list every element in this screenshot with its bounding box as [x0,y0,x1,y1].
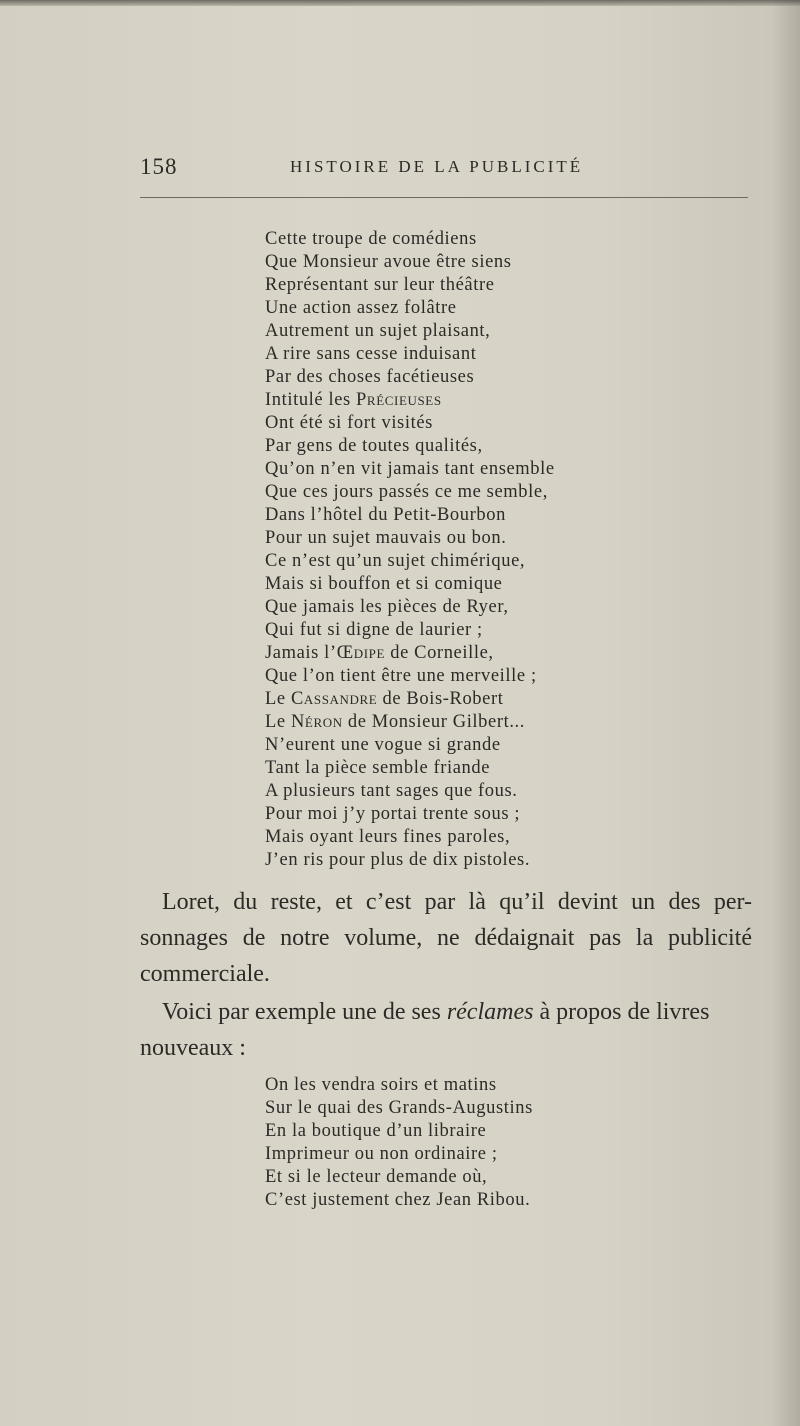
verse-line: N’eurent une vogue si grande [265,735,501,755]
verse-line: Que ces jours passés ce me semble, [265,482,548,502]
verse-line: Que Monsieur avoue être siens [265,252,512,272]
verse-text: de Monsieur Gilbert... [342,712,526,732]
verse-line: Et si le lecteur demande où, [265,1167,488,1187]
verse-line-precieuses [265,389,555,412]
verse-line: A plusieurs tant sages que fous. [265,781,518,801]
paragraph-line: nouveaux : [140,1035,246,1061]
verse-line: J’en ris pour plus de dix pistoles. [265,850,531,870]
verse-line: Qu’on n’en vit jamais tant ensemble [265,459,555,479]
verse-line: Autrement un sujet plaisant, [265,321,491,341]
paragraph-text: Voici par exemple une de ses [162,999,447,1025]
play-title-precieuses: Précieuses [356,390,442,410]
poem-block-2 [265,1074,533,1212]
verse-line: Pour moi j’y portai trente sous ; [265,804,521,824]
verse-line: Une action assez folâtre [265,298,457,318]
verse-line: C’est justement chez Jean Ribou. [265,1190,531,1210]
verse-text: de Bois-Robert [377,689,504,709]
verse-line: Que l’on tient être une merveille ; [265,666,537,686]
paragraph-loret [140,884,752,992]
page-right-shadow [772,0,800,1426]
verse-line: En la boutique d’un libraire [265,1121,487,1141]
verse-line: On les vendra soirs et matins [265,1075,497,1095]
paragraph-reclames [140,994,752,1066]
play-title-cassandre: Cassandre [290,689,378,709]
verse-line-neron [265,711,555,734]
paragraph-line: sonnages de notre volume, ne dédaignait pas la publicité [140,925,752,951]
verse-line-oedipe [265,642,555,665]
running-title: HISTOIRE DE LA PUBLICITÉ [290,157,584,176]
verse-line: Cette troupe de comédiens [265,229,477,249]
verse-text: Jamais l’ [265,643,337,663]
paragraph-line-reclames [140,994,752,1030]
header-rule [140,197,748,198]
verse-line: Par des choses facétieuses [265,367,475,387]
verse-line: Que jamais les pièces de Ryer, [265,597,509,617]
verse-line: Sur le quai des Grands-Augustins [265,1098,533,1118]
play-title-oedipe: Œdipe [336,643,386,663]
paragraph-line: commerciale. [140,961,270,987]
page-top-edge [0,0,800,6]
verse-text: Le [265,712,291,732]
verse-line: Représentant sur leur théâtre [265,275,495,295]
verse-line: Mais oyant leurs fines paroles, [265,827,511,847]
verse-line: Ont été si fort visités [265,413,433,433]
verse-line: Par gens de toutes qualités, [265,436,483,456]
paragraph-line: Loret, du reste, et c’est par là qu’il devint un des per- [162,889,752,915]
paragraph-text: à propos de livres [533,999,710,1025]
verse-text: Intitulé les [265,390,357,410]
poem-block-1 [265,228,555,872]
verse-line: Ce n’est qu’un sujet chimérique, [265,551,526,571]
verse-line: A rire sans cesse induisant [265,344,477,364]
verse-line: Imprimeur ou non ordinaire ; [265,1144,498,1164]
verse-line: Tant la pièce semble friande [265,758,491,778]
page-header [140,154,750,186]
verse-line: Mais si bouffon et si comique [265,574,503,594]
verse-text: Le [265,689,291,709]
verse-line: Pour un sujet mauvais ou bon. [265,528,507,548]
page-number: 158 [140,154,178,179]
verse-line-cassandre [265,688,555,711]
italic-term-reclames: réclames [446,999,534,1025]
verse-text: de Corneille, [385,643,494,663]
verse-line: Qui fut si digne de laurier ; [265,620,483,640]
verse-line: Dans l’hôtel du Petit-Bourbon [265,505,506,525]
play-title-neron: Néron [290,712,343,732]
